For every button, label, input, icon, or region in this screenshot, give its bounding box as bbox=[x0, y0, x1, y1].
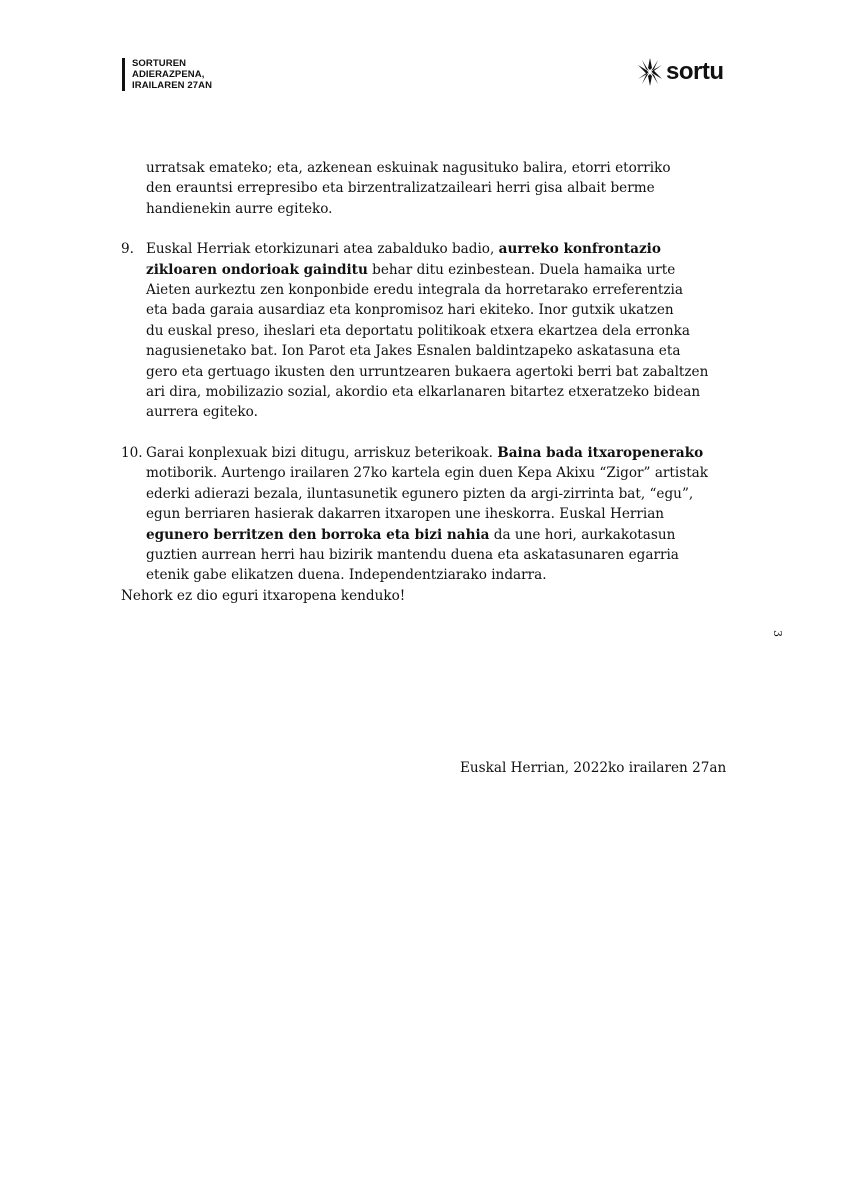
list-item-10 bbox=[121, 443, 741, 586]
text-line: urratsak emateko; eta, azkenean eskuinak nagusituko balira, etorri etorriko bbox=[146, 160, 671, 176]
text-run: behar ditu ezinbestean. Duela hamaika urte bbox=[367, 261, 676, 278]
page-number: 3 bbox=[771, 630, 784, 637]
text-run: Euskal Herriak etorkizunari atea zabalduko badio, bbox=[146, 241, 499, 258]
text-line: eta bada garaia ausardiaz eta konpromisoz hari ekiteko. Inor gutxik ukatzen bbox=[146, 302, 674, 319]
text-line: handienekin aurre egiteko. bbox=[146, 200, 333, 217]
sortu-logo bbox=[637, 57, 724, 87]
document-body bbox=[121, 158, 741, 606]
text-line: den erauntsi errepresibo eta birzentralizatzaileari herri gisa albait berme bbox=[146, 180, 655, 197]
bold-text-run: zikloaren ondorioak gainditu bbox=[146, 261, 368, 278]
header-line-2: ADIERAZPENA, bbox=[132, 69, 205, 80]
signature-line: Euskal Herrian, 2022ko irailaren 27an bbox=[460, 760, 727, 776]
text-line: Aieten aurkeztu zen konponbide eredu integrala da horretarako erreferentzia bbox=[146, 282, 683, 299]
list-item-9 bbox=[121, 239, 741, 423]
bold-text-run: Baina bada itxaropenerako bbox=[497, 444, 704, 461]
text-line: motiborik. Aurtengo irailaren 27ko kartela egin duen Kepa Akixu “Zigor” artistak bbox=[146, 465, 709, 482]
text-line bbox=[146, 239, 741, 259]
text-line: ederki adierazi bezala, iluntasunetik egunero pizten da argi-zirrinta bat, “egu”, bbox=[146, 485, 694, 502]
text-line: aurrera egiteko. bbox=[146, 404, 258, 421]
text-line: etenik gabe elikatzen duena. Independentziarako indarra. bbox=[146, 567, 547, 584]
text-line: nagusienetako bat. Ion Parot eta Jakes Esnalen baldintzapeko askatasuna eta bbox=[146, 343, 681, 360]
item-number: 9. bbox=[121, 241, 134, 258]
text-line bbox=[146, 525, 741, 545]
star-burst-icon bbox=[637, 57, 663, 87]
text-line bbox=[146, 260, 741, 280]
text-line: guztien aurrean herri hau bizirik mantendu duena eta askatasunaren egarria bbox=[146, 546, 679, 563]
bold-text-run: aurreko konfrontazio bbox=[498, 241, 661, 258]
item-number: 10. bbox=[121, 444, 143, 461]
text-line bbox=[146, 443, 741, 463]
closing-statement: Nehork ez dio eguri itxaropena kenduko! bbox=[121, 587, 406, 604]
text-line: du euskal preso, iheslari eta deportatu politikoak etxera ekartzea dela erronka bbox=[146, 322, 690, 339]
document-header-title bbox=[122, 58, 212, 91]
logo-wordmark: sortu bbox=[666, 58, 724, 85]
header-line-1: SORTUREN bbox=[132, 58, 187, 69]
text-line: egun berriaren hasierak dakarren itxaropen une iheskorra. Euskal Herrian bbox=[146, 506, 665, 523]
text-line: gero eta gertuago ikusten den urruntzearen bukaera agertoki berri bat zabaltzen bbox=[146, 363, 709, 380]
text-run: Garai konplexuak bizi ditugu, arriskuz beterikoak. bbox=[146, 444, 498, 461]
header-line-3: IRAILAREN 27AN bbox=[132, 80, 213, 91]
continuation-paragraph bbox=[121, 158, 741, 219]
bold-text-run: egunero berritzen den borroka eta bizi nahia bbox=[146, 526, 490, 543]
text-line: ari dira, mobilizazio sozial, akordio eta elkarlanaren bitartez etxeratzeko bidean bbox=[146, 384, 701, 401]
text-run: da une hori, aurkakotasun bbox=[489, 526, 676, 543]
